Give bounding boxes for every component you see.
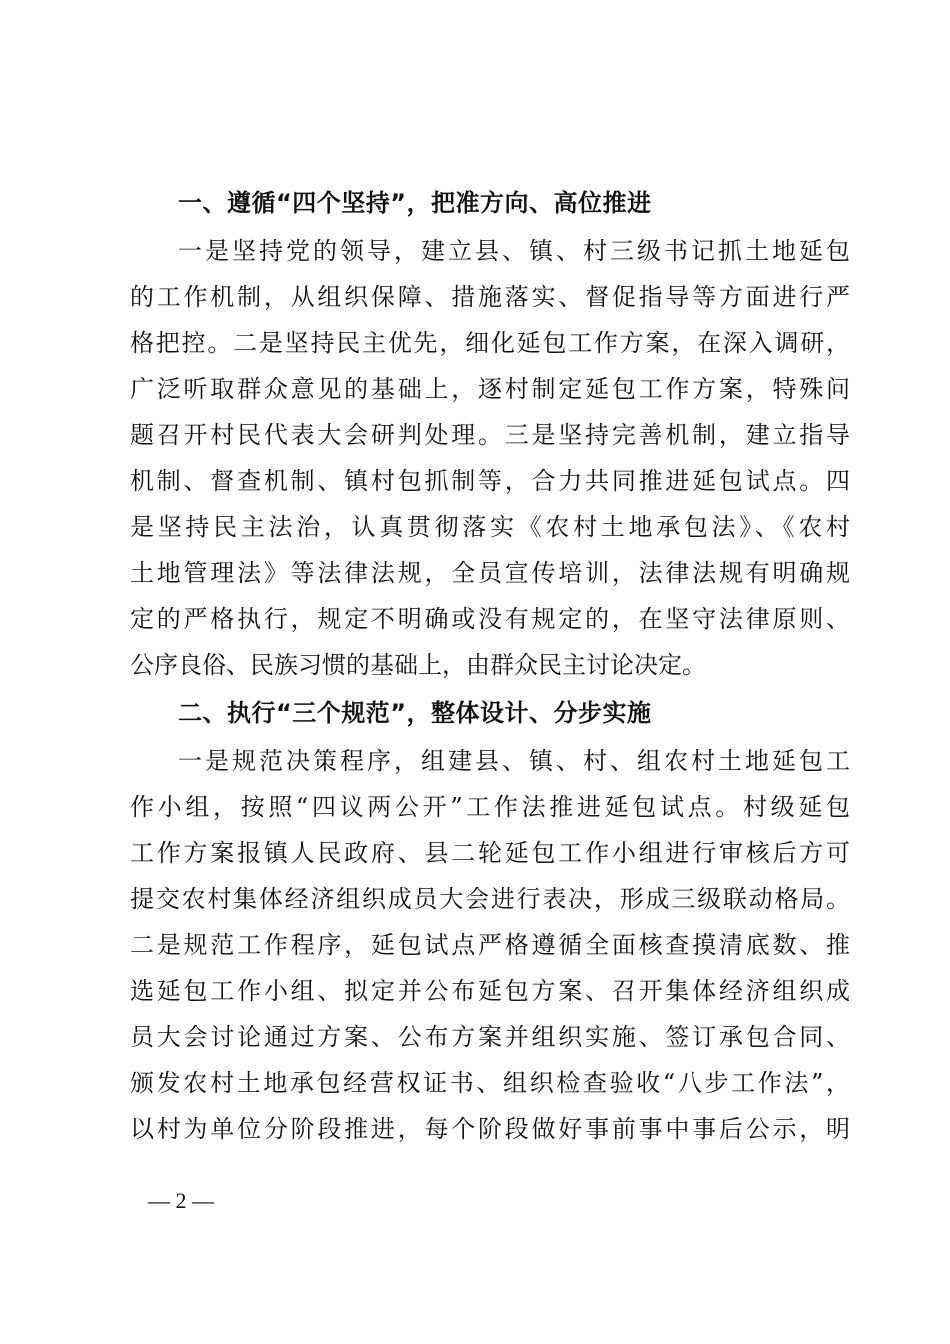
paragraph-line: 机制、督查机制、镇村包抓制等，合力共同推进延包试点。四	[130, 467, 850, 495]
paragraph-line: 题召开村民代表大会研判处理。三是坚持完善机制，建立指导	[130, 421, 850, 449]
paragraph-line: 广泛听取群众意见的基础上，逐村制定延包工作方案，特殊问	[130, 375, 850, 403]
paragraph-line: 作小组，按照“四议两公开”工作法推进延包试点。村级延包	[130, 793, 850, 821]
paragraph-line: 的工作机制，从组织保障、措施落实、督促指导等方面进行严	[130, 283, 850, 311]
section-heading-2: 二、执行“三个规范”，整体设计、分步实施	[178, 699, 652, 727]
section-heading-1: 一、遵循“四个坚持”，把准方向、高位推进	[178, 189, 652, 217]
paragraph-line: 公序良俗、民族习惯的基础上，由群众民主讨论决定。	[130, 651, 706, 679]
section-paragraph-2	[130, 738, 850, 1152]
paragraph-line: 格把控。二是坚持民主优先，细化延包工作方案，在深入调研，	[130, 329, 850, 357]
paragraph-line: 定的严格执行，规定不明确或没有规定的，在坚守法律原则、	[130, 605, 850, 633]
paragraph-line: 土地管理法》等法律法规，全员宣传培训，法律法规有明确规	[130, 559, 850, 587]
paragraph-line: 是坚持民主法治，认真贯彻落实《农村土地承包法》、《农村	[130, 513, 850, 541]
paragraph-line: 选延包工作小组、拟定并公布延包方案、召开集体经济组织成	[130, 977, 850, 1005]
document-body	[130, 178, 850, 1152]
page-number: — 2 —	[148, 1188, 214, 1213]
paragraph-line: 一是坚持党的领导，建立县、镇、村三级书记抓土地延包	[178, 237, 850, 265]
paragraph-line: 工作方案报镇人民政府、县二轮延包工作小组进行审核后方可	[130, 839, 850, 867]
paragraph-line: 二是规范工作程序，延包试点严格遵循全面核查摸清底数、推	[130, 931, 850, 959]
paragraph-line: 以村为单位分阶段推进，每个阶段做好事前事中事后公示，明	[130, 1115, 850, 1143]
section-paragraph-1	[130, 228, 850, 688]
paragraph-line: 员大会讨论通过方案、公布方案并组织实施、签订承包合同、	[130, 1023, 850, 1051]
paragraph-line: 提交农村集体经济组织成员大会进行表决，形成三级联动格局。	[130, 885, 850, 913]
paragraph-line: 一是规范决策程序，组建县、镇、村、组农村土地延包工	[178, 747, 850, 775]
paragraph-line: 颁发农村土地承包经营权证书、组织检查验收“八步工作法”，	[130, 1069, 850, 1097]
